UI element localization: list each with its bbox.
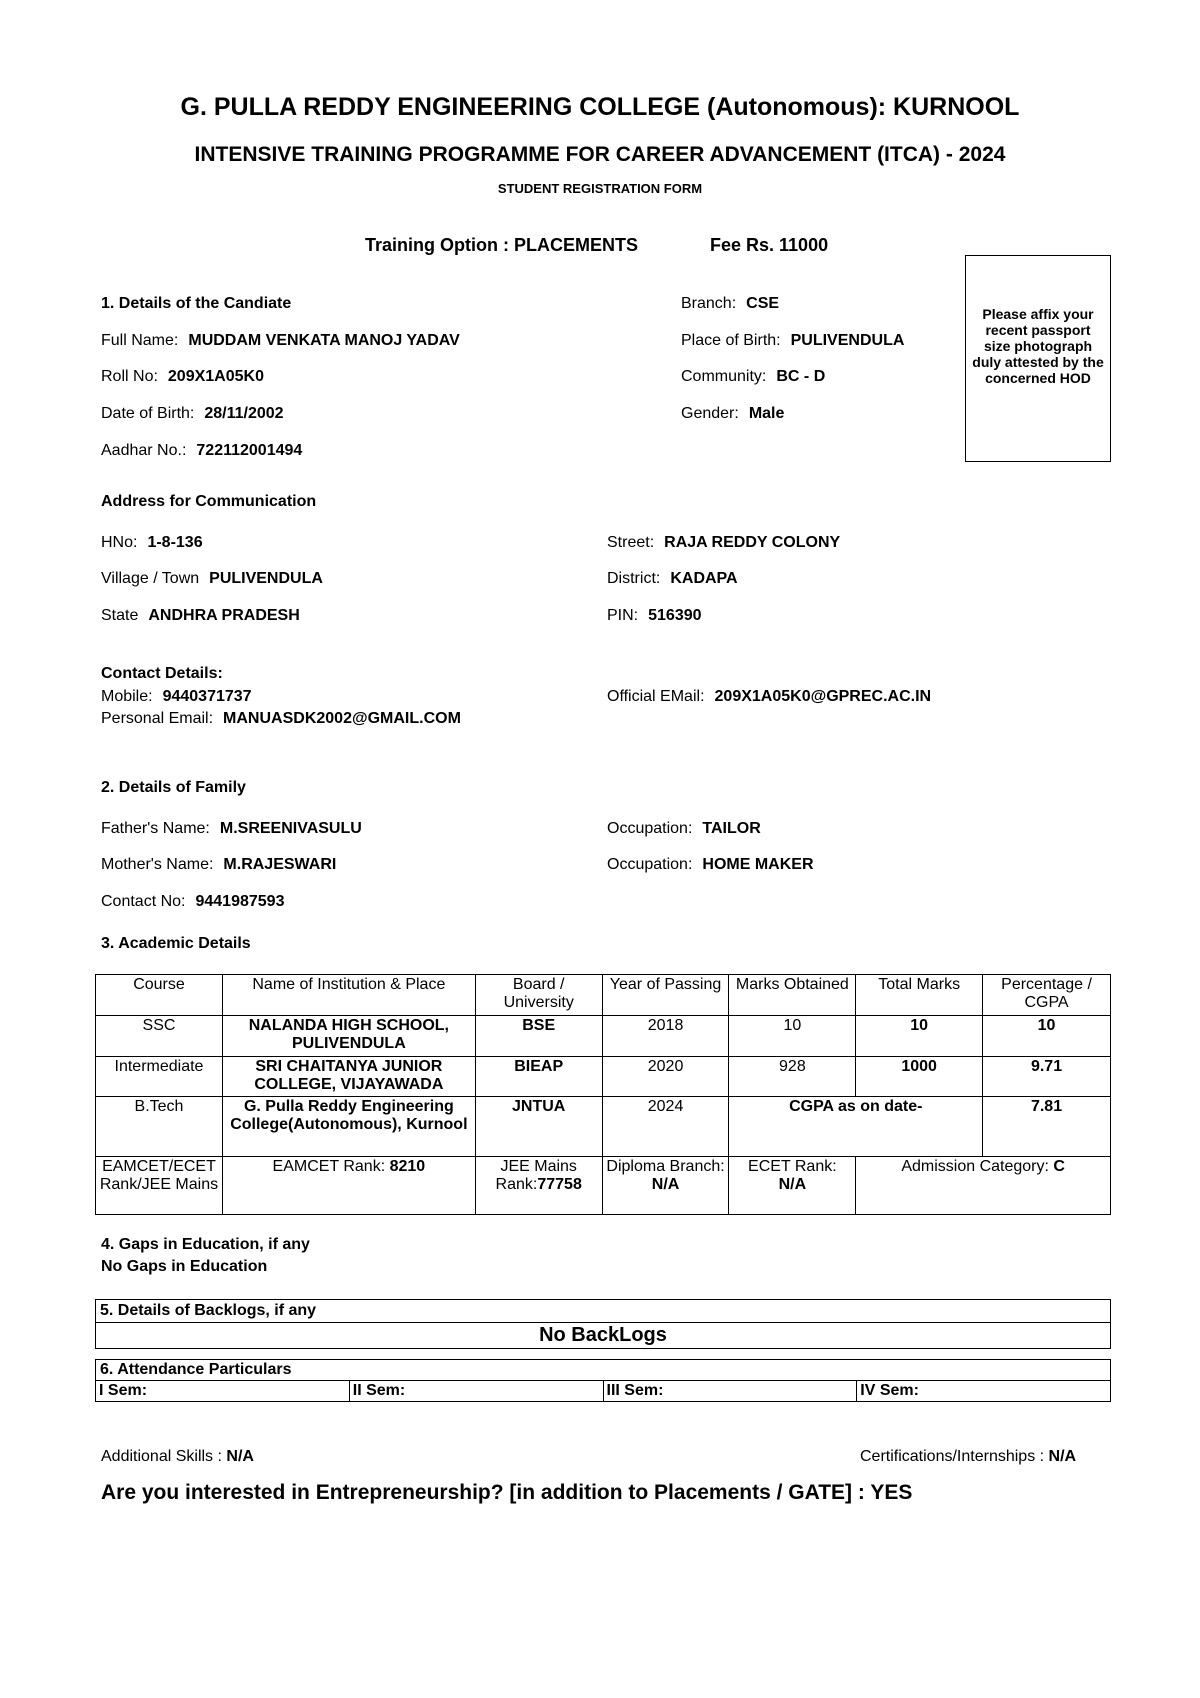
- branch-value: CSE: [746, 295, 780, 312]
- gaps-value: No Gaps in Education: [101, 1258, 268, 1275]
- village-value: PULIVENDULA: [209, 570, 323, 587]
- skills-value: N/A: [226, 1448, 254, 1465]
- community-label: Community:: [681, 368, 767, 385]
- percentage-cell: 10: [983, 1016, 1111, 1057]
- photo-note: Please affix your recent passport size photograph duly attested by the concerned HOD: [972, 306, 1104, 386]
- community-row: [681, 368, 825, 386]
- pob-value: PULIVENDULA: [790, 332, 905, 349]
- year-cell: 2024: [602, 1097, 729, 1157]
- course-cell: SSC: [96, 1016, 223, 1057]
- skills-label: Additional Skills :: [101, 1448, 222, 1465]
- mother-value: M.RAJESWARI: [223, 856, 337, 873]
- gender-value: Male: [748, 405, 785, 422]
- ecet-label: ECET Rank:: [748, 1158, 837, 1175]
- roll-label: Roll No:: [101, 368, 158, 385]
- table-row: [96, 1016, 1111, 1057]
- admission-value: C: [1053, 1158, 1065, 1175]
- mother-label: Mother's Name:: [101, 856, 214, 873]
- official-email-value: 209X1A05K0@GPREC.AC.IN: [714, 688, 932, 705]
- board-cell: JNTUA: [475, 1097, 602, 1157]
- mother-occ-label: Occupation:: [607, 856, 693, 873]
- marks-cell: 10: [729, 1016, 856, 1057]
- father-occ-value: TAILOR: [702, 820, 761, 837]
- backlogs-title-box: [95, 1299, 1111, 1323]
- family-contact-value: 9441987593: [195, 893, 285, 910]
- table-row: [96, 1097, 1111, 1157]
- roll-value: 209X1A05K0: [167, 368, 264, 385]
- header-cell: Year of Passing: [602, 975, 729, 1016]
- street-row: [607, 534, 840, 552]
- table-row: [96, 1057, 1111, 1097]
- pob-row: [681, 332, 904, 350]
- branch-label: Branch:: [681, 295, 737, 312]
- course-cell: B.Tech: [96, 1097, 223, 1157]
- skills-row: [101, 1448, 254, 1466]
- mother-occ-value: HOME MAKER: [702, 856, 814, 873]
- header-cell: Marks Obtained: [729, 975, 856, 1016]
- gender-label: Gender:: [681, 405, 739, 422]
- header-cell: Name of Institution & Place: [222, 975, 475, 1016]
- header-cell: Percentage / CGPA: [983, 975, 1111, 1016]
- dob-row: [101, 405, 284, 423]
- father-occ-row: [607, 820, 761, 838]
- programme-title: INTENSIVE TRAINING PROGRAMME FOR CAREER ADVANCEMENT (ITCA) - 2024: [194, 143, 1006, 166]
- board-cell: BSE: [475, 1016, 602, 1057]
- year-cell: 2018: [602, 1016, 729, 1057]
- official-email-row: [607, 688, 931, 706]
- admission-label: Admission Category:: [901, 1158, 1049, 1175]
- attendance-row: [96, 1381, 1111, 1402]
- mobile-label: Mobile:: [101, 688, 153, 705]
- fee: Fee Rs. 11000: [710, 235, 829, 255]
- district-row: [607, 570, 738, 588]
- family-contact-row: [101, 893, 284, 911]
- village-row: [101, 570, 323, 588]
- pin-label: PIN:: [607, 607, 639, 624]
- pin-value: 516390: [648, 607, 702, 624]
- percentage-cell: 7.81: [983, 1097, 1111, 1157]
- cert-value: N/A: [1048, 1448, 1077, 1465]
- attendance-table: [95, 1380, 1111, 1402]
- family-contact-label: Contact No:: [101, 893, 186, 910]
- community-value: BC - D: [776, 368, 826, 385]
- header-cell: Course: [96, 975, 223, 1016]
- academic-table: [95, 974, 1111, 1215]
- state-label: State: [101, 607, 139, 624]
- family-section-title: 2. Details of Family: [101, 779, 246, 796]
- institution-cell: SRI CHAITANYA JUNIOR COLLEGE, VIJAYAWADA: [222, 1057, 475, 1097]
- cgpa-note-cell: CGPA as on date-: [729, 1097, 983, 1157]
- academic-header-row: [96, 975, 1111, 1016]
- roll-row: [101, 368, 264, 386]
- mother-occ-row: [607, 856, 814, 874]
- personal-email-value: MANUASDK2002@GMAIL.COM: [223, 710, 461, 727]
- district-label: District:: [607, 570, 661, 587]
- dob-label: Date of Birth:: [101, 405, 195, 422]
- cert-row: [860, 1448, 1076, 1466]
- diploma-value: N/A: [651, 1176, 680, 1193]
- form-title: STUDENT REGISTRATION FORM: [497, 181, 703, 196]
- mobile-row: [101, 688, 252, 706]
- entrepreneurship-question: Are you interested in Entrepreneurship? [in addition to Placements / GATE] :: [101, 1481, 865, 1504]
- street-value: RAJA REDDY COLONY: [664, 534, 841, 551]
- candidate-section-title: 1. Details of the Candiate: [101, 295, 292, 312]
- academic-section-title: 3. Academic Details: [101, 935, 251, 952]
- branch-row: [681, 295, 779, 313]
- total-cell: 1000: [856, 1057, 983, 1097]
- father-value: M.SREENIVASULU: [219, 820, 362, 837]
- header-cell: Board / University: [475, 975, 602, 1016]
- personal-email-label: Personal Email:: [101, 710, 214, 727]
- full-name-row: [101, 332, 460, 350]
- sem-cell: I Sem:: [96, 1381, 350, 1402]
- ecet-cell: [729, 1157, 856, 1215]
- ecet-value: N/A: [778, 1176, 807, 1193]
- dob-value: 28/11/2002: [204, 405, 284, 422]
- street-label: Street:: [607, 534, 655, 551]
- sem-cell: III Sem:: [603, 1381, 857, 1402]
- aadhar-value: 722112001494: [196, 442, 303, 459]
- mother-row: [101, 856, 336, 874]
- state-value: ANDHRA PRADESH: [148, 607, 300, 624]
- district-value: KADAPA: [670, 570, 738, 587]
- gaps-title: 4. Gaps in Education, if any: [101, 1236, 310, 1253]
- village-label: Village / Town: [101, 570, 200, 587]
- gender-row: [681, 405, 784, 423]
- year-cell: 2020: [602, 1057, 729, 1097]
- mobile-value: 9440371737: [162, 688, 252, 705]
- board-cell: BIEAP: [475, 1057, 602, 1097]
- diploma-label: Diploma Branch:: [606, 1158, 725, 1175]
- training-option: Training Option : PLACEMENTS: [365, 235, 638, 255]
- table-row: [96, 1157, 1111, 1215]
- address-section-title: Address for Communication: [101, 493, 317, 510]
- hno-value: 1-8-136: [147, 534, 203, 551]
- backlogs-value: No BackLogs: [539, 1324, 667, 1346]
- hno-row: [101, 534, 203, 552]
- entrepreneurship-answer: YES: [870, 1481, 913, 1504]
- pin-row: [607, 607, 702, 625]
- cert-label: Certifications/Internships :: [860, 1448, 1045, 1465]
- eamcet-value: 8210: [389, 1158, 426, 1175]
- entrepreneurship-row: [101, 1481, 912, 1505]
- father-label: Father's Name:: [101, 820, 210, 837]
- admission-cell: [856, 1157, 1111, 1215]
- eamcet-cell: [222, 1157, 475, 1215]
- institution-cell: NALANDA HIGH SCHOOL, PULIVENDULA: [222, 1016, 475, 1057]
- eamcet-label: EAMCET Rank:: [272, 1158, 386, 1175]
- percentage-cell: 9.71: [983, 1057, 1111, 1097]
- sem-cell: IV Sem:: [857, 1381, 1111, 1402]
- father-row: [101, 820, 362, 838]
- jee-cell: [475, 1157, 602, 1215]
- aadhar-row: [101, 442, 302, 460]
- sem-cell: II Sem:: [349, 1381, 603, 1402]
- attendance-title-box: [95, 1359, 1111, 1381]
- institution-cell: G. Pulla Reddy Engineering College(Autonomous), Kurnool: [222, 1097, 475, 1157]
- course-cell: Intermediate: [96, 1057, 223, 1097]
- course-cell: EAMCET/ECET Rank/JEE Mains: [96, 1157, 223, 1215]
- jee-label: JEE Mains Rank:: [495, 1158, 577, 1193]
- college-title: G. PULLA REDDY ENGINEERING COLLEGE (Autonomous): KURNOOL: [180, 93, 1020, 121]
- diploma-cell: [602, 1157, 729, 1215]
- backlogs-value-box: [95, 1322, 1111, 1349]
- full-name-label: Full Name:: [101, 332, 179, 349]
- marks-cell: 928: [729, 1057, 856, 1097]
- contact-section-title: Contact Details:: [101, 665, 223, 682]
- header-cell: Total Marks: [856, 975, 983, 1016]
- photo-box: [965, 255, 1111, 462]
- aadhar-label: Aadhar No.:: [101, 442, 187, 459]
- attendance-title: 6. Attendance Particulars: [100, 1361, 292, 1378]
- jee-value: 77758: [537, 1176, 582, 1193]
- full-name-value: MUDDAM VENKATA MANOJ YADAV: [188, 332, 460, 349]
- father-occ-label: Occupation:: [607, 820, 693, 837]
- total-cell: 10: [856, 1016, 983, 1057]
- state-row: [101, 607, 300, 625]
- backlogs-title: 5. Details of Backlogs, if any: [100, 1302, 317, 1319]
- pob-label: Place of Birth:: [681, 332, 781, 349]
- hno-label: HNo:: [101, 534, 138, 551]
- official-email-label: Official EMail:: [607, 688, 705, 705]
- personal-email-row: [101, 710, 461, 728]
